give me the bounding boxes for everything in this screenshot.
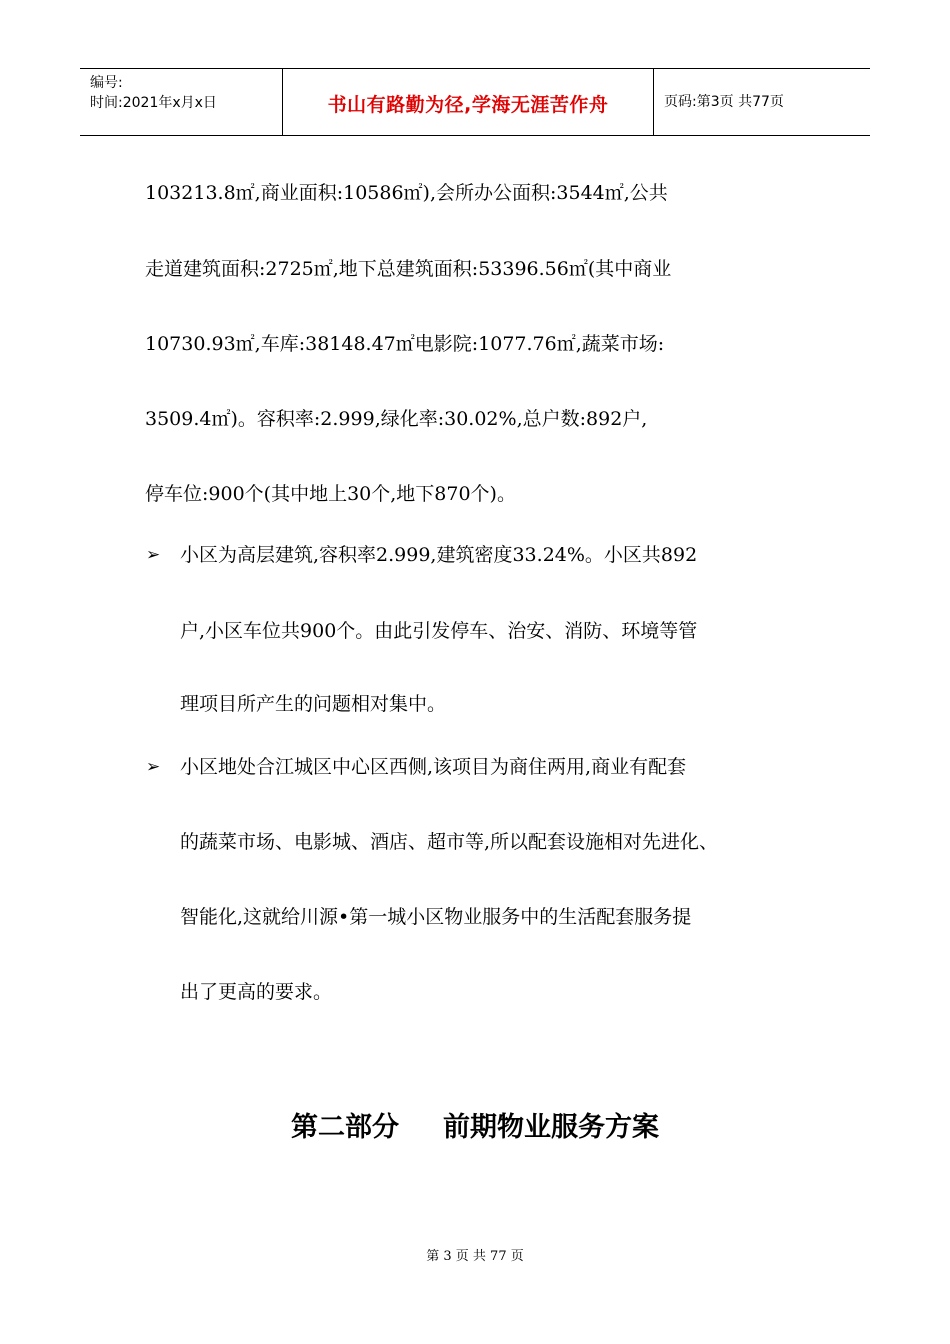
page-footer: 第 3 页 共 77 页 — [426, 1249, 524, 1264]
header-motto: 书山有路勤为径,学海无涯苦作舟 — [327, 94, 609, 116]
section-name: 前期物业服务方案 — [443, 1112, 659, 1143]
bullet-line: 小区为高层建筑,容积率2.999,建筑密度33.24%。小区共892 — [180, 544, 698, 566]
paragraph-line: 走道建筑面积:2725㎡,地下总建筑面积:53396.56㎡(其中商业 — [145, 258, 672, 280]
paragraph-line: 停车位:900个(其中地上30个,地下870个)。 — [145, 483, 516, 505]
bullet-line: 理项目所产生的问题相对集中。 — [180, 693, 447, 715]
page-header — [80, 68, 870, 136]
paragraph-line: 10730.93㎡,车库:38148.47㎡电影院:1077.76㎡,蔬菜市场: — [145, 333, 665, 355]
bullet-line: 的蔬菜市场、电影城、酒店、超市等,所以配套设施相对先进化、 — [180, 831, 719, 853]
header-page-number: 页码:第3页 共77页 — [664, 94, 784, 110]
section-title — [0, 1113, 950, 1143]
bullet-line: 智能化,这就给川源•第一城小区物业服务中的生活配套服务提 — [180, 906, 692, 928]
header-motto-cell — [282, 69, 654, 135]
section-part-label: 第二部分 — [291, 1112, 399, 1143]
bullet-line: 小区地处合江城区中心区西侧,该项目为商住两用,商业有配套 — [180, 756, 687, 778]
document-date-label: 时间:2021年x月x日 — [90, 95, 217, 111]
arrow-bullet-icon: ➢ — [146, 545, 161, 565]
header-info — [80, 69, 282, 135]
paragraph-line: 3509.4㎡)。容积率:2.999,绿化率:30.02%,总户数:892户, — [145, 408, 648, 430]
header-page-cell — [654, 69, 870, 135]
bullet-line: 出了更高的要求。 — [180, 981, 333, 1003]
paragraph-line: 103213.8㎡,商业面积:10586㎡),会所办公面积:3544㎡,公共 — [145, 182, 668, 204]
arrow-bullet-icon: ➢ — [146, 757, 161, 777]
document-number-label: 编号: — [90, 75, 123, 91]
bullet-line: 户,小区车位共900个。由此引发停车、治安、消防、环境等管 — [180, 620, 698, 642]
